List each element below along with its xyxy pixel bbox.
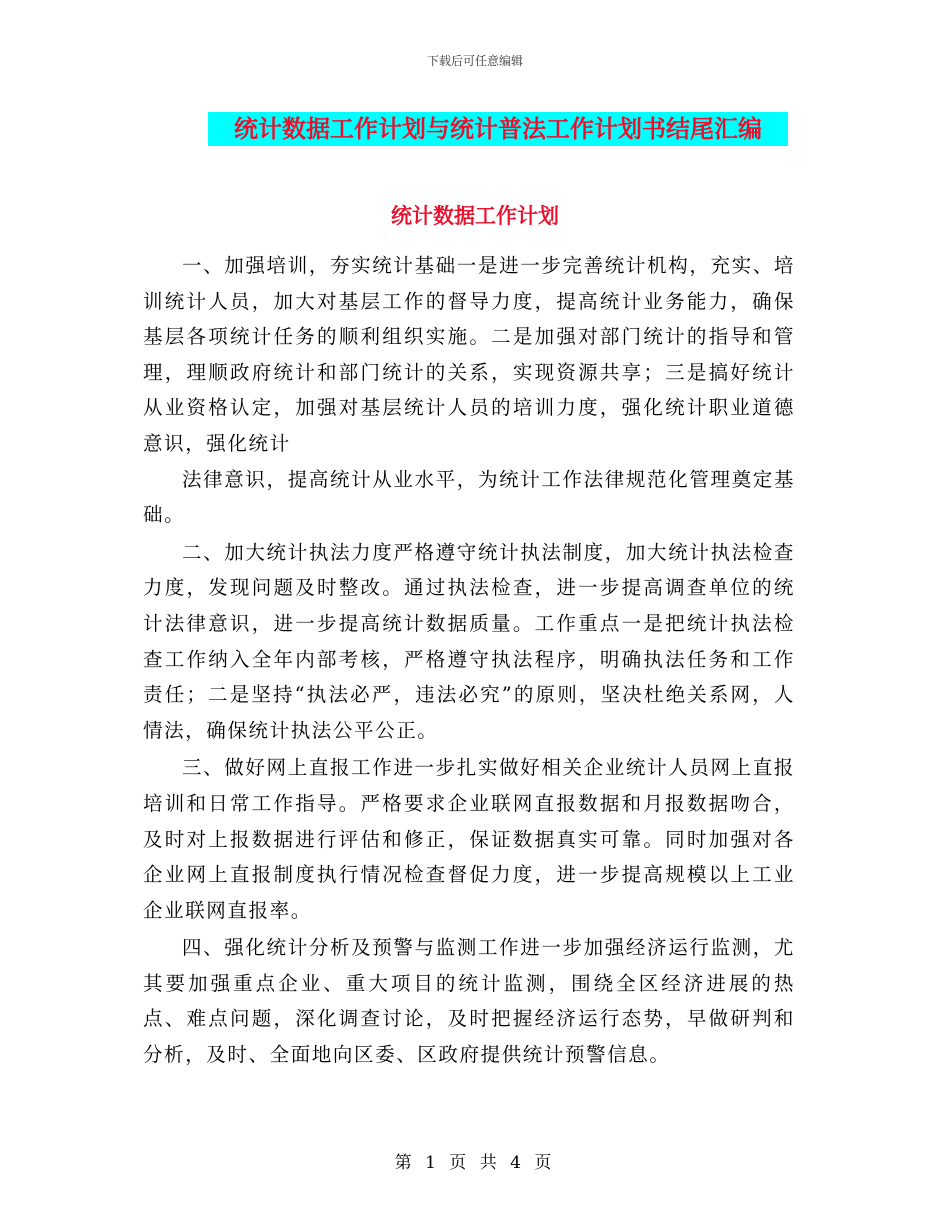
paragraph-4: 三、做好网上直报工作进一步扎实做好相关企业统计人员网上直报培训和日常工作指导。严格要求企业联网直报数据和月报数据吻合，及时对上报数据进行评估和修正，保证数据真实可靠。同时加强对各企业网上直报制度执行情况检查督促力度，进一步提高规模以上工业企业联网直报率。 (143, 756, 795, 922)
paragraph-5: 四、强化统计分析及预警与监测工作进一步加强经济运行监测，尤其要加强重点企业、重大项目的统计监测，围绕全区经济进展的热点、难点问题，深化调查讨论，及时把握经济运行态势，早做研判和分析，及时、全面地向区委、区政府提供统计预警信息。 (143, 936, 795, 1067)
body-text (143, 248, 795, 1073)
paragraph-3: 二、加大统计执法力度严格遵守统计执法制度，加大统计执法检查力度，发现问题及时整改。通过执法检查，进一步提高调查单位的统计法律意识，进一步提高统计数据质量。工作重点一是把统计执法检查工作纳入全年内部考核，严格遵守执法程序，明确执法任务和工作责任；二是坚持“执法必严，违法必究”的原则，坚决杜绝关系网，人情法，确保统计执法公平公正。 (143, 540, 795, 742)
header-note: 下载后可任意编辑 (426, 54, 523, 68)
section-title: 统计数据工作计划 (391, 204, 559, 228)
document-title: 统计数据工作计划与统计普法工作计划书结尾汇编 (234, 115, 762, 143)
document-title-highlight (208, 112, 788, 146)
paragraph-2: 法律意识，提高统计从业水平，为统计工作法律规范化管理奠定基础。 (143, 467, 795, 527)
page-footer: 第 1 页 共 4 页 (394, 1153, 556, 1173)
paragraph-1: 一、加强培训，夯实统计基础一是进一步完善统计机构，充实、培训统计人员，加大对基层工作的督导力度，提高统计业务能力，确保基层各项统计任务的顺利组织实施。二是加强对部门统计的指导和管理，理顺政府统计和部门统计的关系，实现资源共享；三是搞好统计从业资格认定，加强对基层统计人员的培训力度，强化统计职业道德意识，强化统计 (143, 254, 795, 455)
